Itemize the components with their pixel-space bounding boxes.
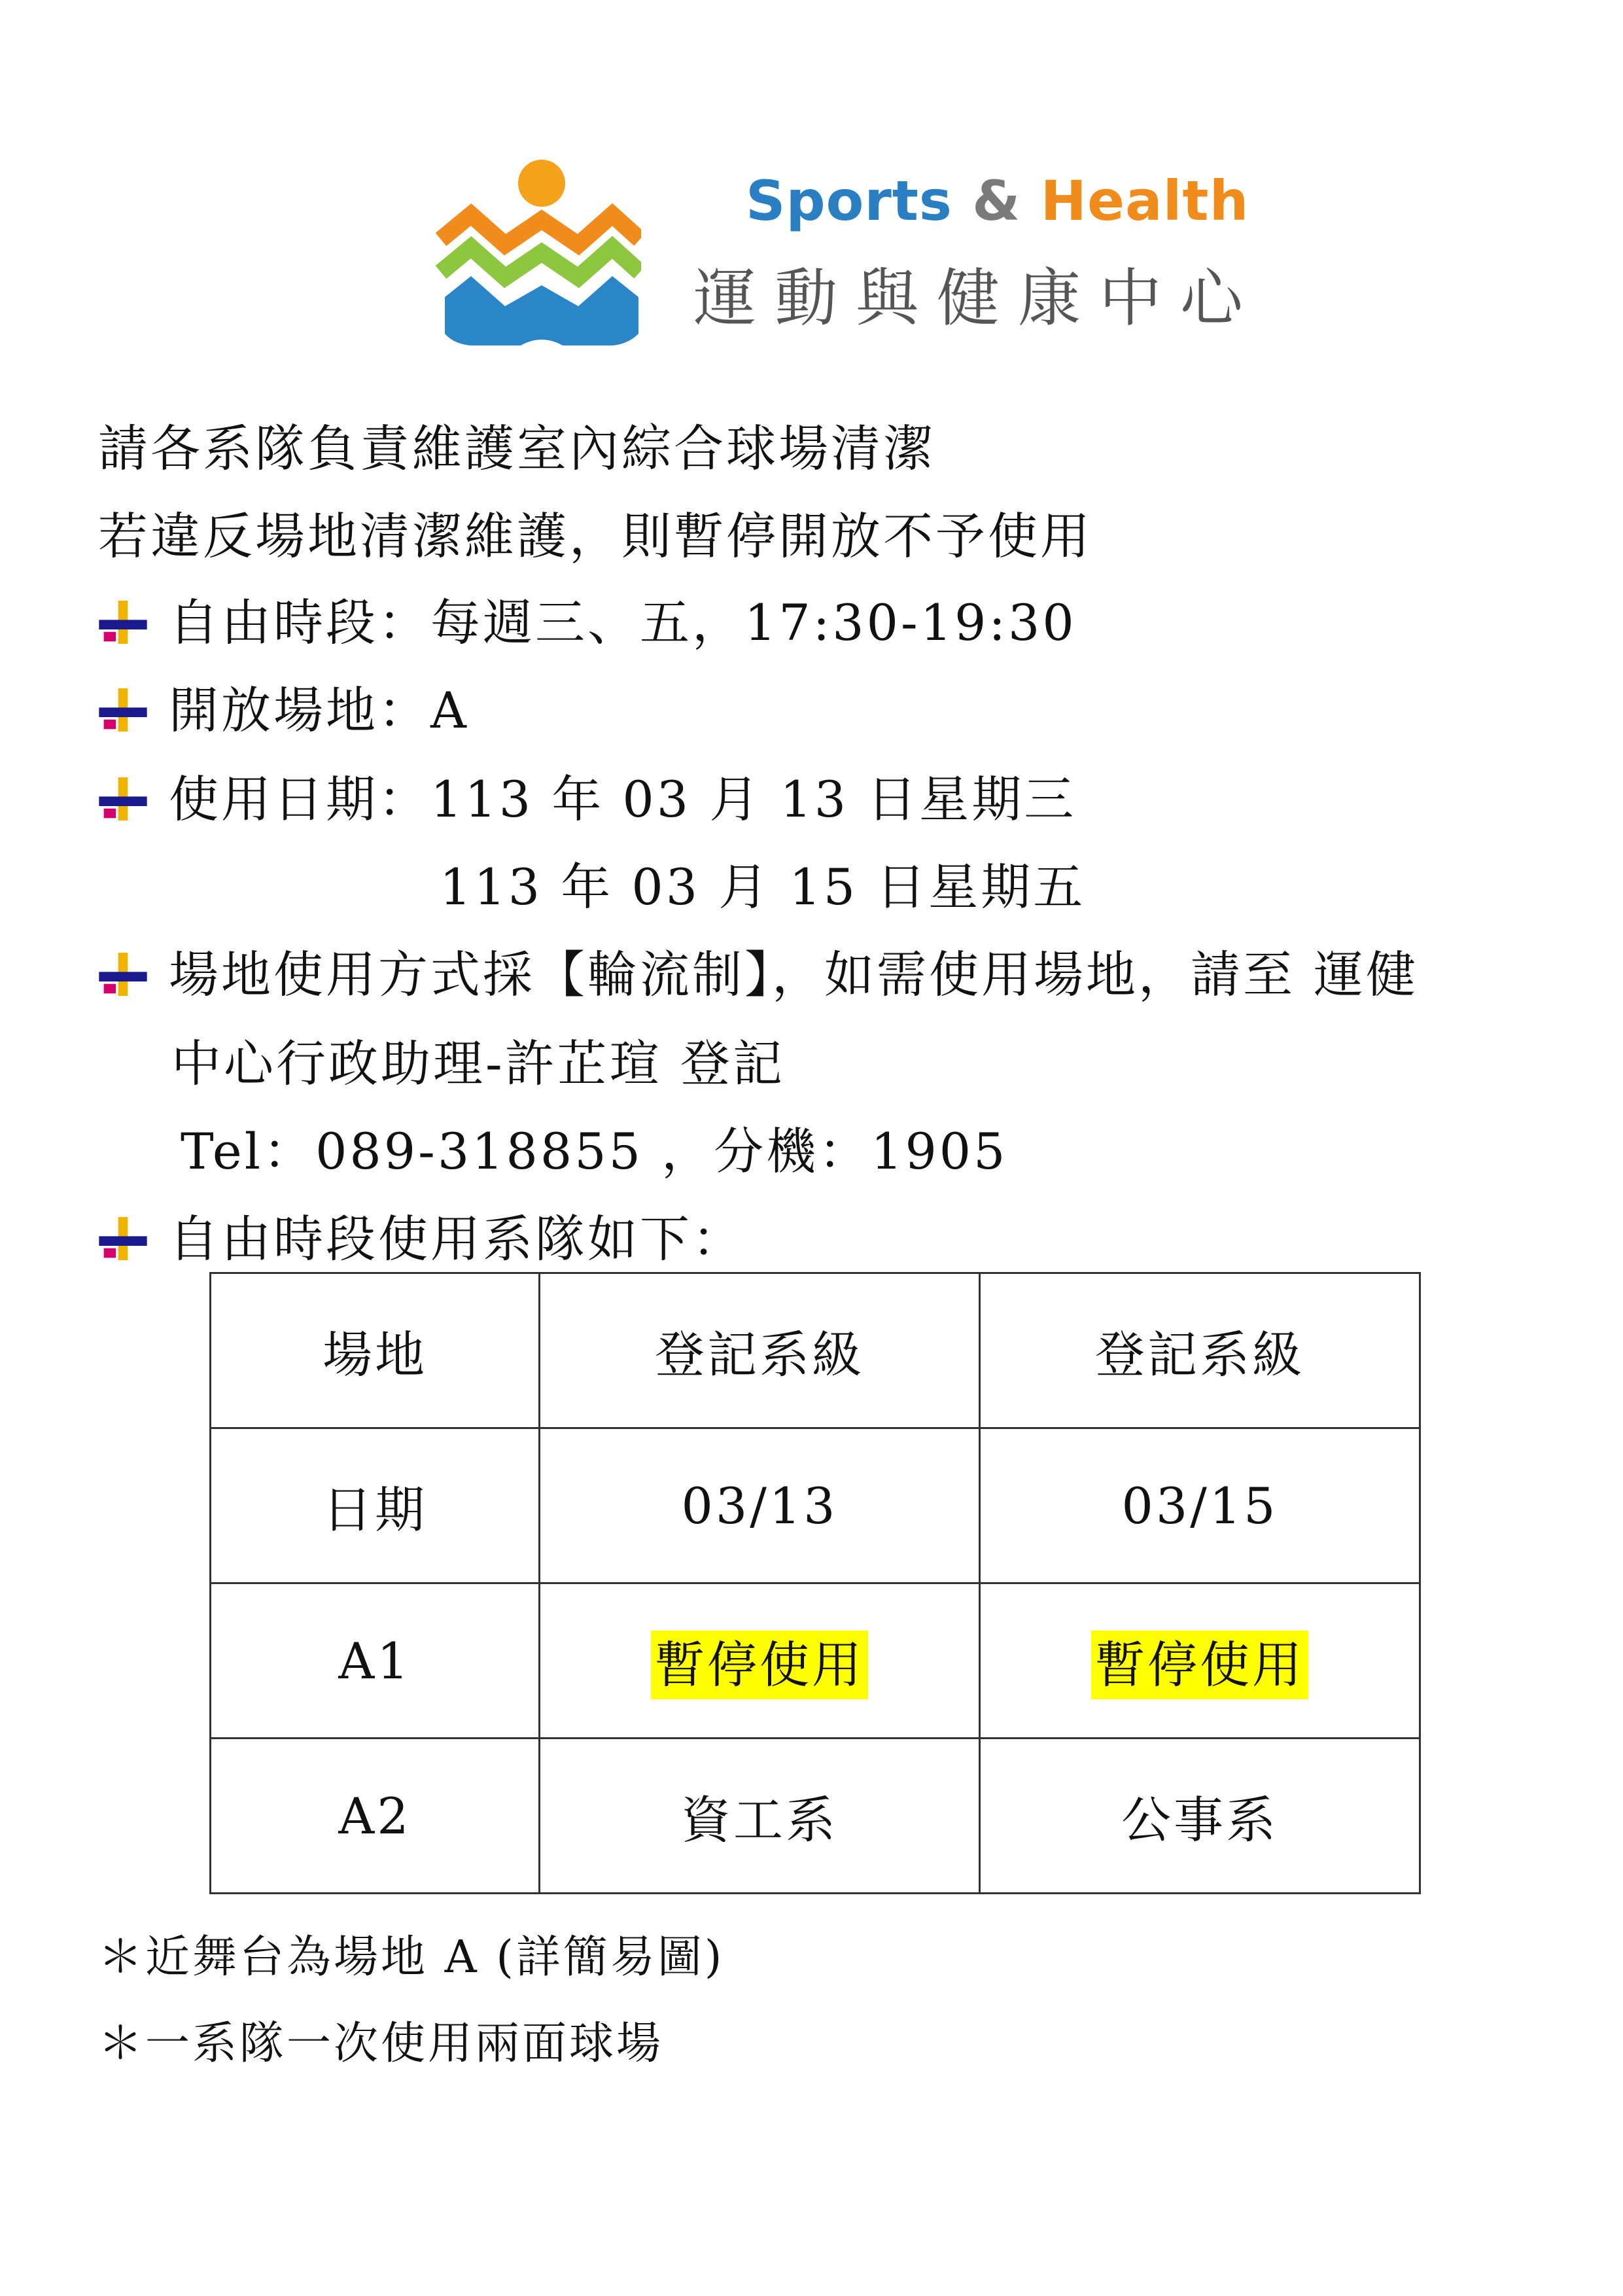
bullet-method-cont: 中心行政助理-許芷瑄 登記 — [171, 1034, 785, 1093]
sports-health-logo — [432, 157, 1261, 366]
bullet-cross-icon — [98, 688, 148, 732]
table-cell: 資工系 — [540, 1739, 980, 1894]
bullet-venue-text: 開放場地：A — [169, 681, 469, 739]
bullet-cross-icon — [98, 953, 148, 996]
bullet-cross-icon — [98, 601, 148, 644]
table-cell — [540, 1583, 980, 1739]
table-row — [211, 1583, 1420, 1739]
table-cell: 日期 — [211, 1428, 540, 1583]
bullet-cross-icon — [98, 1217, 148, 1260]
bullet-dates-second: 113 年 03 月 15 日星期五 — [440, 858, 1086, 916]
notice-line-1: 請各系隊負責維護室內綜合球場清潔 — [98, 419, 935, 478]
logo-ampersand: & — [952, 169, 1041, 233]
table-cell: A2 — [211, 1739, 540, 1894]
note-two-courts: ＊一系隊一次使用兩面球場 — [98, 2018, 664, 2070]
table-row — [211, 1428, 1420, 1583]
table-cell: 03/13 — [540, 1428, 980, 1583]
suspended-badge: 暫停使用 — [651, 1631, 868, 1699]
table-cell: A1 — [211, 1583, 540, 1739]
table-cell: 登記系級 — [540, 1273, 980, 1428]
bullet-method-text: 場地使用方式採【輪流制】，如需使用場地，請至 運健 — [169, 945, 1419, 1004]
note-stage-venue: ＊近舞台為場地 A (詳簡易圖) — [98, 1932, 725, 1983]
logo-sports: Sports — [746, 169, 952, 233]
schedule-table — [209, 1272, 1421, 1894]
contact-tel: Tel：089-318855 ，分機：1905 — [181, 1122, 1008, 1180]
logo-health: Health — [1040, 169, 1249, 233]
table-row — [211, 1739, 1420, 1894]
table-cell: 場地 — [211, 1273, 540, 1428]
notice-line-2: 若違反場地清潔維護，則暫停開放不予使用 — [98, 507, 1092, 565]
logo-english-text — [746, 169, 1249, 233]
bullet-dates-text: 使用日期：113 年 03 月 13 日星期三 — [169, 770, 1077, 828]
table-cell: 公事系 — [980, 1739, 1420, 1894]
bullet-cross-icon — [98, 777, 148, 821]
table-cell: 03/15 — [980, 1428, 1420, 1583]
table-cell: 登記系級 — [980, 1273, 1420, 1428]
table-row — [211, 1273, 1420, 1428]
bullet-teams-text: 自由時段使用系隊如下： — [169, 1210, 744, 1268]
bullet-free-time-text: 自由時段：每週三、五，17:30-19:30 — [169, 593, 1077, 652]
suspended-badge: 暫停使用 — [1091, 1631, 1308, 1699]
logo-chinese-text: 運動與健康中心 — [693, 262, 1261, 335]
table-cell — [980, 1583, 1420, 1739]
logo-emblem-icon — [432, 157, 641, 366]
